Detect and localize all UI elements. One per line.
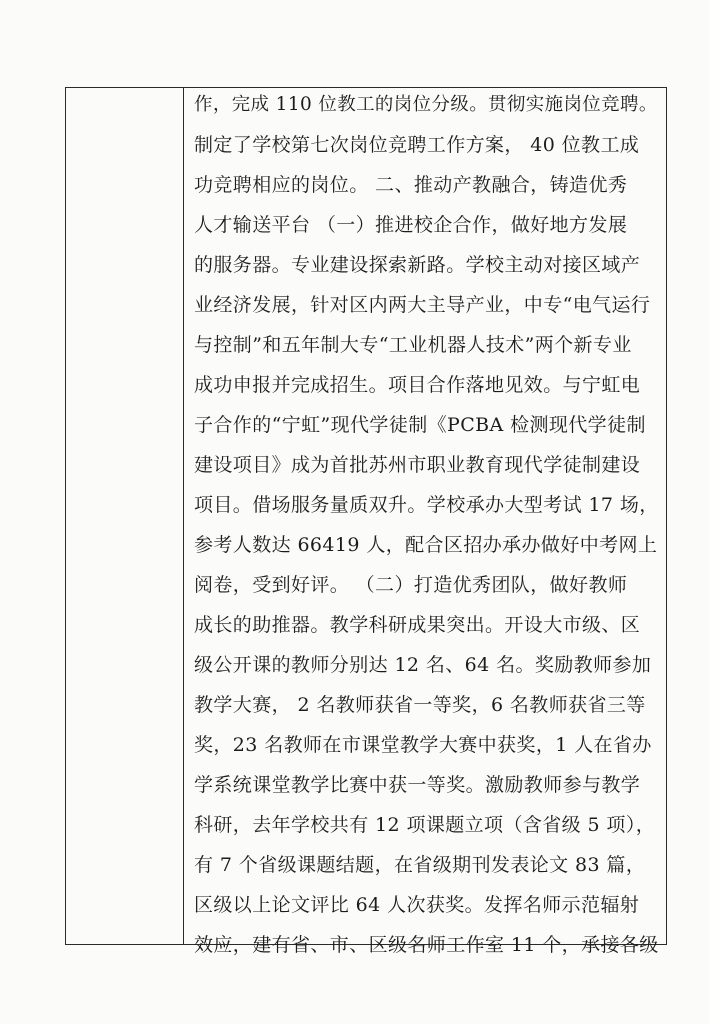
text-line: 科研，去年学校共有 12 项课题立项（含省级 5 项）， bbox=[194, 814, 656, 836]
text-line: 的服务器。专业建设探索新路。学校主动对接区域产 bbox=[194, 254, 641, 276]
text-line: 与控制”和五年制大专“工业机器人技术”两个新专业 bbox=[194, 334, 632, 356]
content-cell bbox=[194, 93, 660, 956]
text-line: 学系统课堂教学比赛中获一等奖。激励教师参与教学 bbox=[194, 774, 641, 796]
text-line: 子合作的“宁虹”现代学徒制《PCBA 检测现代学徒制 bbox=[194, 414, 646, 436]
text-line: 建设项目》成为首批苏州市职业教育现代学徒制建设 bbox=[194, 454, 641, 476]
text-line: 教学大赛， 2 名教师获省一等奖，6 名教师获省三等 bbox=[194, 694, 646, 716]
text-line: 级公开课的教师分别达 12 名、64 名。奖励教师参加 bbox=[194, 654, 652, 676]
text-line: 参考人数达 66419 人，配合区招办承办做好中考网上 bbox=[194, 534, 658, 556]
text-line: 业经济发展，针对区内两大主导产业，中专“电气运行 bbox=[194, 294, 651, 316]
text-line: 有 7 个省级课题结题，在省级期刊发表论文 83 篇， bbox=[194, 854, 646, 876]
text-line: 作，完成 110 位教工的岗位分级。贯彻实施岗位竞聘。 bbox=[194, 94, 658, 115]
text-line: 制定了学校第七次岗位竞聘工作方案， 40 位教工成 bbox=[194, 134, 640, 156]
text-line: 阅卷，受到好评。 （二）打造优秀团队，做好教师 bbox=[194, 574, 628, 596]
text-line: 效应，建有省、市、区级名师工作室 11 个，承接各级 bbox=[194, 934, 659, 956]
text-line: 项目。借场服务量质双升。学校承办大型考试 17 场， bbox=[194, 494, 659, 516]
text-line: 成功申报并完成招生。项目合作落地见效。与宁虹电 bbox=[194, 374, 641, 396]
table-column-divider bbox=[183, 87, 184, 945]
text-line: 人才输送平台 （一）推进校企合作，做好地方发展 bbox=[194, 214, 628, 236]
text-line: 功竞聘相应的岗位。 二、推动产教融合，铸造优秀 bbox=[194, 174, 628, 196]
text-line: 成长的助推器。教学科研成果突出。开设大市级、区 bbox=[194, 614, 641, 636]
text-line: 区级以上论文评比 64 人次获奖。发挥名师示范辐射 bbox=[194, 894, 640, 916]
text-line: 奖，23 名教师在市课堂教学大赛中获奖，1 人在省办 bbox=[194, 734, 652, 756]
